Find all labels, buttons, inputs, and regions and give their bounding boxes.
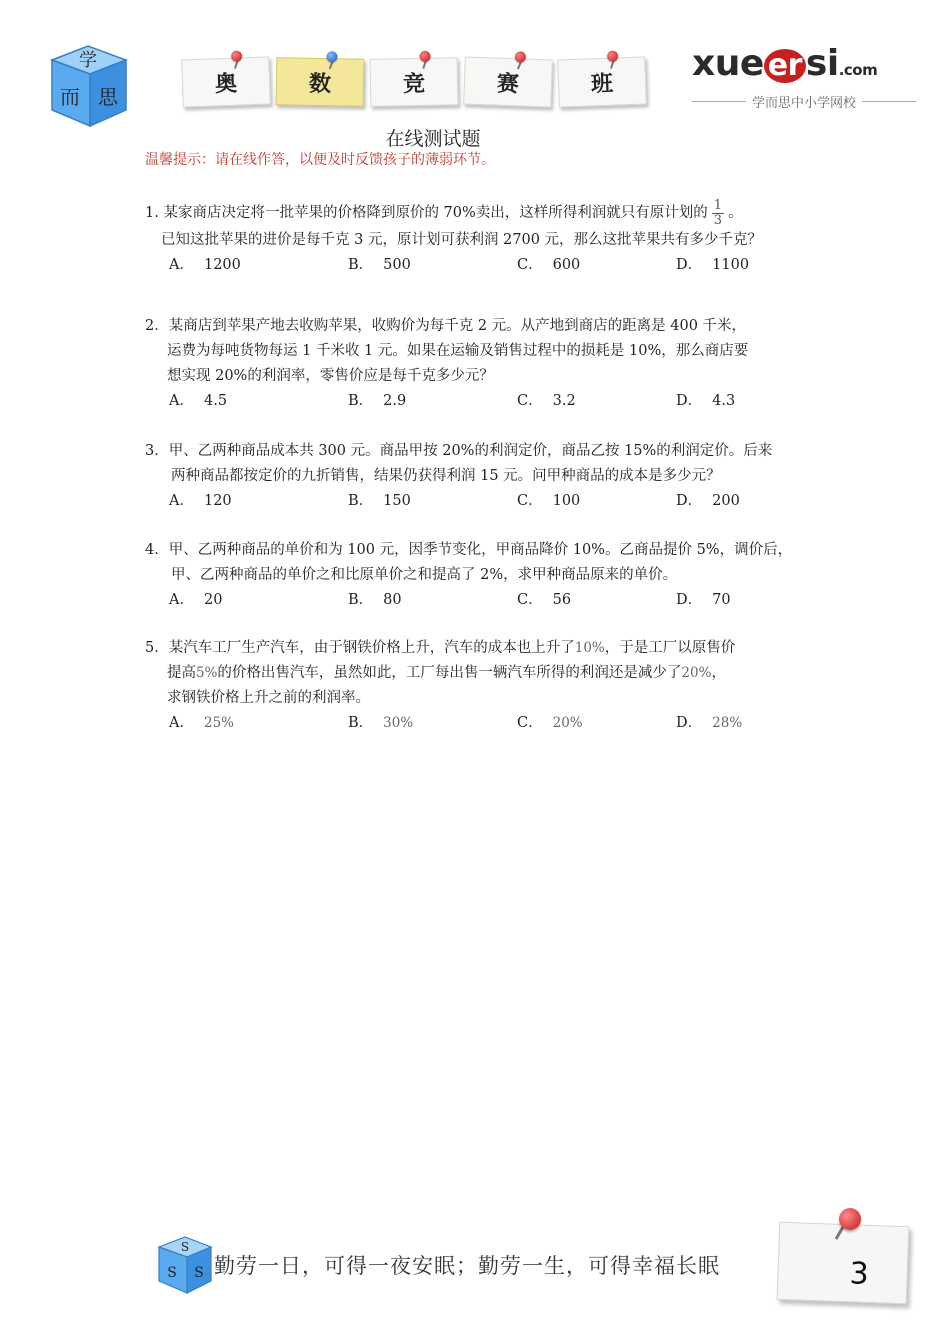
banner-char: 赛 [496, 71, 520, 97]
option-c[interactable]: C． 56 [517, 592, 572, 608]
tip-text: 温馨提示：请在线作答，以便及时反馈孩子的薄弱环节。 [145, 152, 495, 168]
banner-char: 竞 [402, 71, 426, 97]
banner-note-2 [276, 57, 365, 107]
question-text: 提高 [167, 665, 196, 681]
fraction-numerator: 1 [713, 197, 723, 213]
banner-note-4 [463, 56, 553, 107]
question-4 [145, 538, 825, 613]
cube-char-left: 而 [60, 85, 80, 109]
banner-note-1 [181, 56, 271, 107]
option-d[interactable]: D． 1100 [676, 257, 750, 273]
fraction [712, 199, 724, 228]
question-text: 两种商品都按定价的九折销售，结果仍获得利润 15 元。问甲种商品的成本是多少元？ [171, 468, 721, 484]
option-a[interactable]: A． 25% [169, 715, 234, 731]
value-5pct: 5% [196, 665, 218, 681]
option-a[interactable]: A． 20 [169, 592, 223, 608]
option-b[interactable]: B． 150 [348, 493, 411, 509]
question-1 [145, 198, 825, 278]
logo-text-pre: xue [692, 43, 764, 84]
banner-char: 奥 [214, 71, 238, 97]
xueersi-logo [692, 44, 916, 112]
option-d[interactable]: D． 200 [676, 493, 740, 509]
value-10pct: 10% [574, 640, 605, 656]
option-b[interactable]: B． 2.9 [348, 393, 407, 409]
page-number-note [777, 1222, 910, 1304]
options-row [145, 489, 825, 514]
question-text: 2．某商店到苹果产地去收购苹果，收购价为每千克 2 元。从产地到商店的距离是 400 千米， [145, 318, 747, 334]
option-a[interactable]: A． 1200 [169, 257, 241, 273]
question-2 [145, 314, 825, 414]
svg-text:S: S [194, 1265, 204, 1281]
question-5 [145, 636, 825, 736]
red-pin-icon [419, 51, 430, 62]
option-c[interactable]: C． 20% [517, 715, 583, 731]
option-b[interactable]: B． 80 [348, 592, 402, 608]
logo-text-er: er [764, 49, 806, 83]
red-pin-icon [839, 1208, 861, 1230]
logo-subtitle: 学而思中小学网校 [752, 96, 857, 111]
xueersi-cube-logo [46, 38, 130, 130]
question-text: 求钢铁价格上升之前的利润率。 [167, 690, 370, 706]
question-3 [145, 439, 825, 514]
question-text: 3．甲、乙两种商品成本共 300 元。商品甲按 20%的利润定价，商品乙按 15%的利润定价。后来 [145, 443, 773, 459]
blue-pin-icon [326, 51, 337, 62]
option-c[interactable]: C． 3.2 [517, 393, 576, 409]
footer-motto: 勤劳一日，可得一夜安眠；勤劳一生，可得幸福长眠 [214, 1254, 720, 1278]
red-pin-icon [515, 51, 526, 62]
option-b[interactable]: B． 30% [348, 715, 414, 731]
question-text: 1. 某家商店决定将一批苹果的价格降到原价的 70%卖出，这样所得利润就只有原计划的 [145, 205, 708, 221]
question-text: 运费为每吨货物每运 1 千米收 1 元。如果在运输及销售过程中的损耗是 10%，那么商店要 [167, 343, 749, 359]
option-c[interactable]: C． 100 [517, 493, 581, 509]
logo-text-post: si [805, 43, 839, 84]
svg-text:S: S [167, 1265, 177, 1281]
question-text: ，于是工厂以原售价 [604, 640, 736, 656]
options-row [145, 711, 825, 736]
value-20pct: 20% [681, 665, 712, 681]
question-text: 4．甲、乙两种商品的单价和为 100 元，因季节变化，甲商品降价 10%。乙商品提价 5%，调价后， [145, 542, 793, 558]
question-text-end: 。 [728, 205, 743, 221]
red-pin-icon [231, 50, 242, 61]
option-b[interactable]: B． 500 [348, 257, 411, 273]
cube-char-right: 思 [98, 85, 118, 109]
cube-char-top: 学 [79, 50, 97, 71]
fraction-denominator: 3 [713, 212, 723, 228]
page-title: 在线测试题 [385, 128, 481, 150]
question-text: 已知这批苹果的进价是每千克 3 元，原计划可获利润 2700 元，那么这批苹果共有多少千克？ [161, 232, 763, 248]
question-text: ， [711, 665, 726, 681]
option-d[interactable]: D． 70 [676, 592, 731, 608]
options-row [145, 389, 825, 414]
page-number: 3 [848, 1256, 870, 1292]
question-text: 想实现 20%的利润率，零售价应是每千克多少元？ [167, 368, 494, 384]
banner-char: 班 [590, 71, 614, 97]
logo-text-com: .com [838, 61, 878, 79]
svg-text:S: S [180, 1240, 190, 1254]
red-pin-icon [607, 50, 618, 61]
banner-note-5 [557, 56, 647, 107]
option-a[interactable]: A． 120 [169, 493, 232, 509]
banner-char: 数 [308, 71, 332, 97]
question-text: 5．某汽车工厂生产汽车，由于钢铁价格上升，汽车的成本也上升了 [145, 640, 575, 656]
question-text: 的价格出售汽车，虽然如此，工厂每出售一辆汽车所得的利润还是减少了 [217, 665, 682, 681]
footer-cube-icon [155, 1233, 215, 1295]
option-a[interactable]: A． 4.5 [169, 393, 228, 409]
options-row [145, 253, 825, 278]
option-d[interactable]: D． 4.3 [676, 393, 736, 409]
course-banner [178, 50, 648, 110]
banner-note-3 [370, 57, 459, 107]
option-d[interactable]: D． 28% [676, 715, 743, 731]
question-text: 甲、乙两种商品的单价之和比原单价之和提高了 2%，求甲种商品原来的单价。 [171, 567, 678, 583]
option-c[interactable]: C． 600 [517, 257, 581, 273]
options-row [145, 588, 825, 613]
